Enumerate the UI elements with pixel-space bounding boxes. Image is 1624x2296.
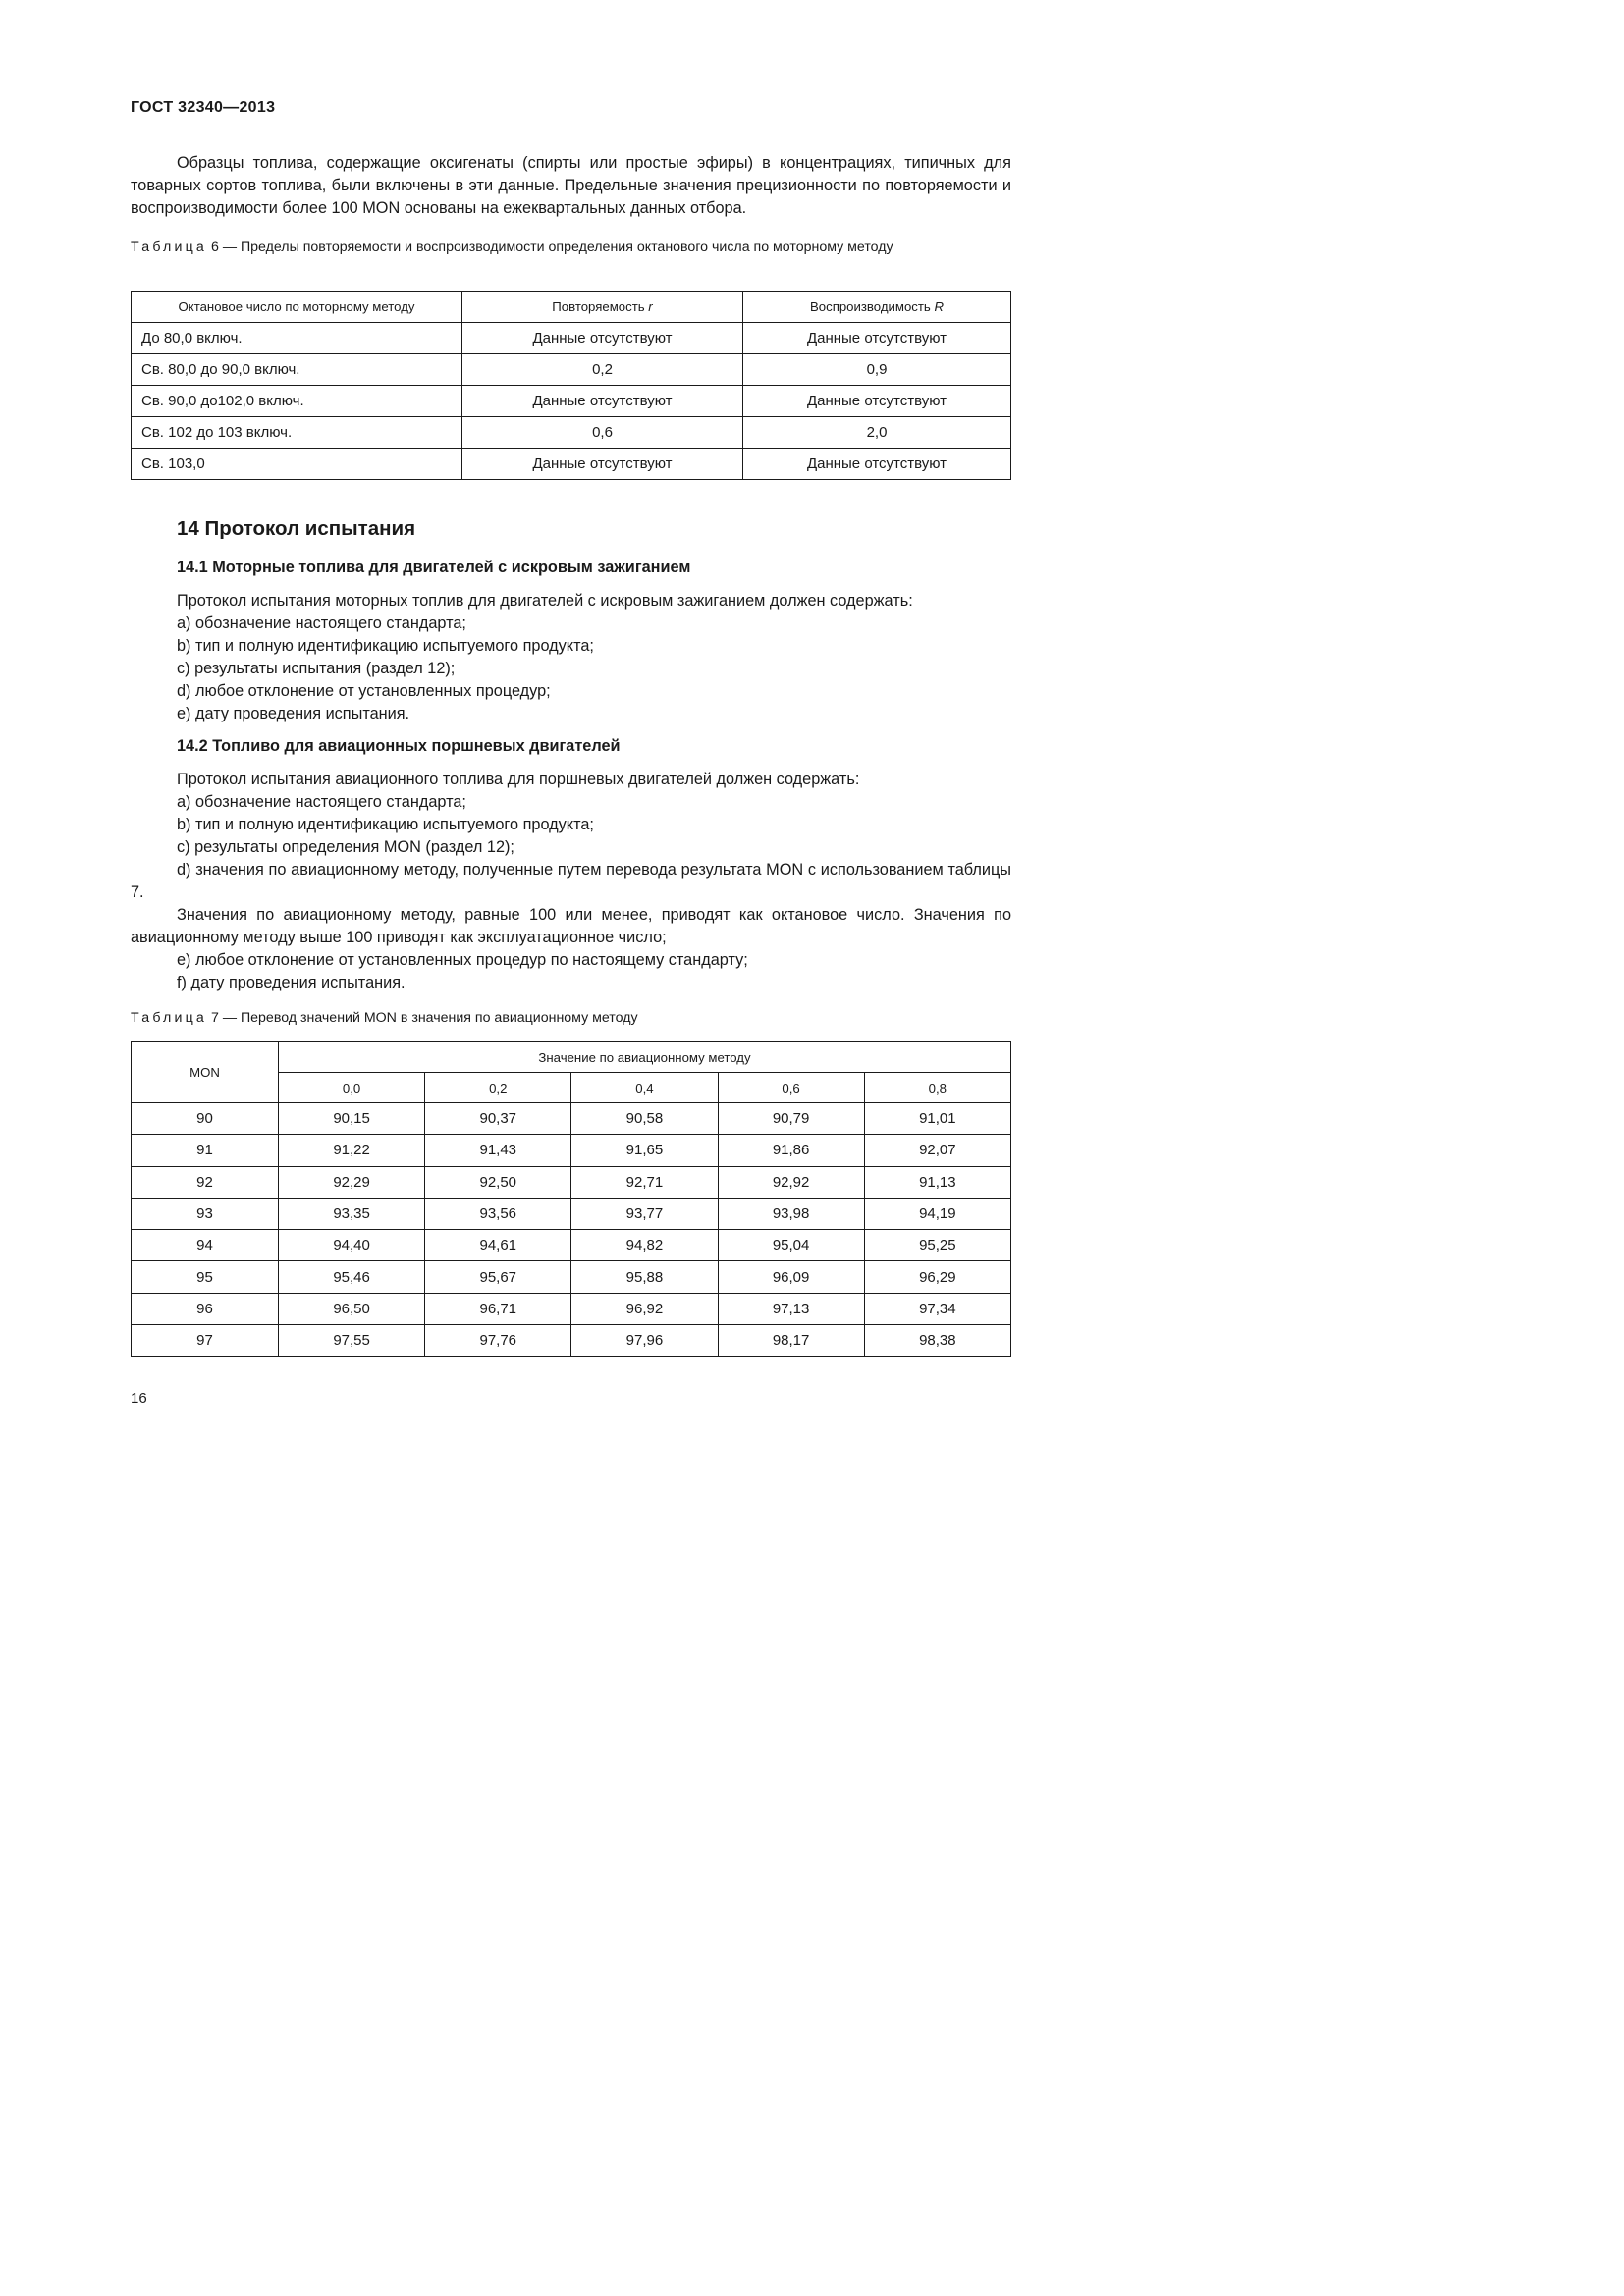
- table7-cell: 94,61: [425, 1230, 571, 1261]
- list-item: d) любое отклонение от установленных процедур;: [177, 682, 551, 700]
- table7-cell: 98,17: [718, 1325, 864, 1357]
- table7-cell: 93,56: [425, 1198, 571, 1229]
- table7-cell: 90: [132, 1103, 279, 1135]
- table7-cell: 94,19: [864, 1198, 1010, 1229]
- list-item: e) любое отклонение от установленных процедур по настоящему стандарту;: [177, 951, 748, 969]
- table7-cell: 94,82: [571, 1230, 718, 1261]
- list-item: c) результаты испытания (раздел 12);: [177, 660, 456, 677]
- table7-cell: 98,38: [864, 1325, 1010, 1357]
- table6-caption-text: 6 — Пределы повторяемости и воспроизводимости определения октанового числа по моторному методу: [210, 240, 893, 255]
- table7-row: [132, 1261, 1011, 1293]
- table7-cell: 92: [132, 1166, 279, 1198]
- list-item: f) дату проведения испытания.: [177, 974, 406, 991]
- table7-cell: 94,40: [279, 1230, 425, 1261]
- section-14-title: 14 Протокол испытания: [177, 517, 416, 540]
- table6-cell: Данные отсутствуют: [743, 323, 1011, 354]
- table7-cell: 90,58: [571, 1103, 718, 1135]
- table7-cell: 93: [132, 1198, 279, 1229]
- table7-cell: 93,77: [571, 1198, 718, 1229]
- table7-cell: 97,13: [718, 1293, 864, 1324]
- table7-cell: 90,79: [718, 1103, 864, 1135]
- page-number: 16: [131, 1390, 147, 1407]
- table-7: [131, 1041, 1011, 1357]
- table7-cell: 95: [132, 1261, 279, 1293]
- table6-cell: Св. 102 до 103 включ.: [132, 417, 462, 449]
- table6-body: [132, 323, 1011, 480]
- list-item: a) обозначение настоящего стандарта;: [177, 793, 466, 811]
- table6-header-repeatability: Повторяемость r: [462, 292, 743, 323]
- table6-cell: 0,9: [743, 354, 1011, 386]
- table7-header-mon: MON: [132, 1042, 279, 1103]
- table7-cell: 92,50: [425, 1166, 571, 1198]
- table7-row: [132, 1166, 1011, 1198]
- table6-cell: Данные отсутствуют: [743, 386, 1011, 417]
- section-14-1-title: 14.1 Моторные топлива для двигателей с искровым зажиганием: [177, 559, 691, 576]
- table7-cell: 97: [132, 1325, 279, 1357]
- table6-row: [132, 417, 1011, 449]
- table7-cell: 91,22: [279, 1135, 425, 1166]
- table7-cell: 96,29: [864, 1261, 1010, 1293]
- intro-paragraph: [131, 152, 1011, 220]
- table7-body: [132, 1103, 1011, 1357]
- list-item: e) дату проведения испытания.: [177, 705, 410, 722]
- list-item: Протокол испытания авиационного топлива для поршневых двигателей должен содержать:: [177, 771, 860, 788]
- table7-cell: 97,76: [425, 1325, 571, 1357]
- table7-cell: 91: [132, 1135, 279, 1166]
- table7-cell: 92,92: [718, 1166, 864, 1198]
- table7-subheader: 0,8: [864, 1073, 1010, 1103]
- table6-cell: Данные отсутствуют: [743, 449, 1011, 480]
- table7-cell: 90,15: [279, 1103, 425, 1135]
- table7-cell: 96: [132, 1293, 279, 1324]
- section-14-1-list: [131, 590, 1011, 725]
- table7-row: [132, 1230, 1011, 1261]
- table7-row: [132, 1103, 1011, 1135]
- table7-cell: 97,34: [864, 1293, 1010, 1324]
- section-14-2-item-d: d) значения по авиационному методу, полученные путем перевода результата MON с использованием таблицы 7.: [131, 861, 1011, 901]
- section-14-2-tail-list: [131, 949, 1011, 994]
- table7-header-group: Значение по авиационному методу: [279, 1042, 1011, 1073]
- table7-header-row-1: [132, 1042, 1011, 1073]
- table6-header-reproducibility: Воспроизводимость R: [743, 292, 1011, 323]
- table6-cell: 0,2: [462, 354, 743, 386]
- table7-caption: [131, 1008, 1011, 1028]
- table7-cell: 96,71: [425, 1293, 571, 1324]
- list-item: b) тип и полную идентификацию испытуемого продукта;: [177, 637, 594, 655]
- table7-cell: 95,67: [425, 1261, 571, 1293]
- table7-cell: 97,96: [571, 1325, 718, 1357]
- table7-cell: 96,92: [571, 1293, 718, 1324]
- table6-caption-label: Таблица: [131, 240, 208, 255]
- table7-cell: 93,98: [718, 1198, 864, 1229]
- table7-cell: 92,07: [864, 1135, 1010, 1166]
- table7-cell: 97,55: [279, 1325, 425, 1357]
- table6-cell: Св. 90,0 до102,0 включ.: [132, 386, 462, 417]
- table7-cell: 95,25: [864, 1230, 1010, 1261]
- list-item: c) результаты определения MON (раздел 12);: [177, 838, 514, 856]
- table6-cell: 2,0: [743, 417, 1011, 449]
- list-item: a) обозначение настоящего стандарта;: [177, 614, 466, 632]
- document-id: ГОСТ 32340—2013: [131, 99, 276, 116]
- table6-cell: Данные отсутствуют: [462, 323, 743, 354]
- table7-caption-text: 7 — Перевод значений MON в значения по авиационному методу: [210, 1010, 638, 1026]
- table7-caption-label: Таблица: [131, 1010, 208, 1026]
- table7-cell: 91,43: [425, 1135, 571, 1166]
- table7-row: [132, 1293, 1011, 1324]
- table6-cell: До 80,0 включ.: [132, 323, 462, 354]
- table7-cell: 91,86: [718, 1135, 864, 1166]
- table6-row: [132, 323, 1011, 354]
- table7-cell: 93,35: [279, 1198, 425, 1229]
- table7-cell: 96,50: [279, 1293, 425, 1324]
- table7-cell: 95,88: [571, 1261, 718, 1293]
- table7-row: [132, 1198, 1011, 1229]
- table6-cell: Данные отсутствуют: [462, 386, 743, 417]
- table6-cell: Св. 80,0 до 90,0 включ.: [132, 354, 462, 386]
- section-14-2-list: [131, 769, 1011, 859]
- table7-cell: 91,01: [864, 1103, 1010, 1135]
- table7-cell: 92,71: [571, 1166, 718, 1198]
- section-14-2-note: Значения по авиационному методу, равные 100 или менее, приводят как октановое число. Значения по авиационному методу выше 100 приводят как эксплуатационное число;: [131, 906, 1011, 946]
- table7-cell: 95,04: [718, 1230, 864, 1261]
- table7-cell: 92,29: [279, 1166, 425, 1198]
- table6-cell: Данные отсутствуют: [462, 449, 743, 480]
- table7-subheader: 0,0: [279, 1073, 425, 1103]
- table7-cell: 95,46: [279, 1261, 425, 1293]
- table7-cell: 90,37: [425, 1103, 571, 1135]
- table7-subheader: 0,4: [571, 1073, 718, 1103]
- table6-row: [132, 449, 1011, 480]
- list-item: b) тип и полную идентификацию испытуемого продукта;: [177, 816, 594, 833]
- table7-cell: 94: [132, 1230, 279, 1261]
- table6-row: [132, 386, 1011, 417]
- table-6: [131, 291, 1011, 480]
- table6-header-row: [132, 292, 1011, 323]
- table6-cell: 0,6: [462, 417, 743, 449]
- section-14-2-title: 14.2 Топливо для авиационных поршневых двигателей: [177, 737, 621, 755]
- table6-caption: [131, 238, 1011, 257]
- table6-row: [132, 354, 1011, 386]
- list-item: Протокол испытания моторных топлив для двигателей с искровым зажиганием должен содержать:: [177, 592, 913, 610]
- table7-row: [132, 1325, 1011, 1357]
- table6-cell: Св. 103,0: [132, 449, 462, 480]
- table7-cell: 96,09: [718, 1261, 864, 1293]
- table7-subheader: 0,6: [718, 1073, 864, 1103]
- table6-header-octane: Октановое число по моторному методу: [132, 292, 462, 323]
- table7-cell: 91,13: [864, 1166, 1010, 1198]
- section-14-2-body: [131, 769, 1011, 994]
- intro-text: Образцы топлива, содержащие оксигенаты (спирты или простые эфиры) в концентрациях, типичных для товарных сортов топлива, были включены в эти данные. Предельные значения прецизионности по повторяемости и воспроизводимости более 100 MON основаны на ежеквартальных данных отбора.: [131, 154, 1011, 217]
- table7-cell: 91,65: [571, 1135, 718, 1166]
- table7-subheader: 0,2: [425, 1073, 571, 1103]
- table7-row: [132, 1135, 1011, 1166]
